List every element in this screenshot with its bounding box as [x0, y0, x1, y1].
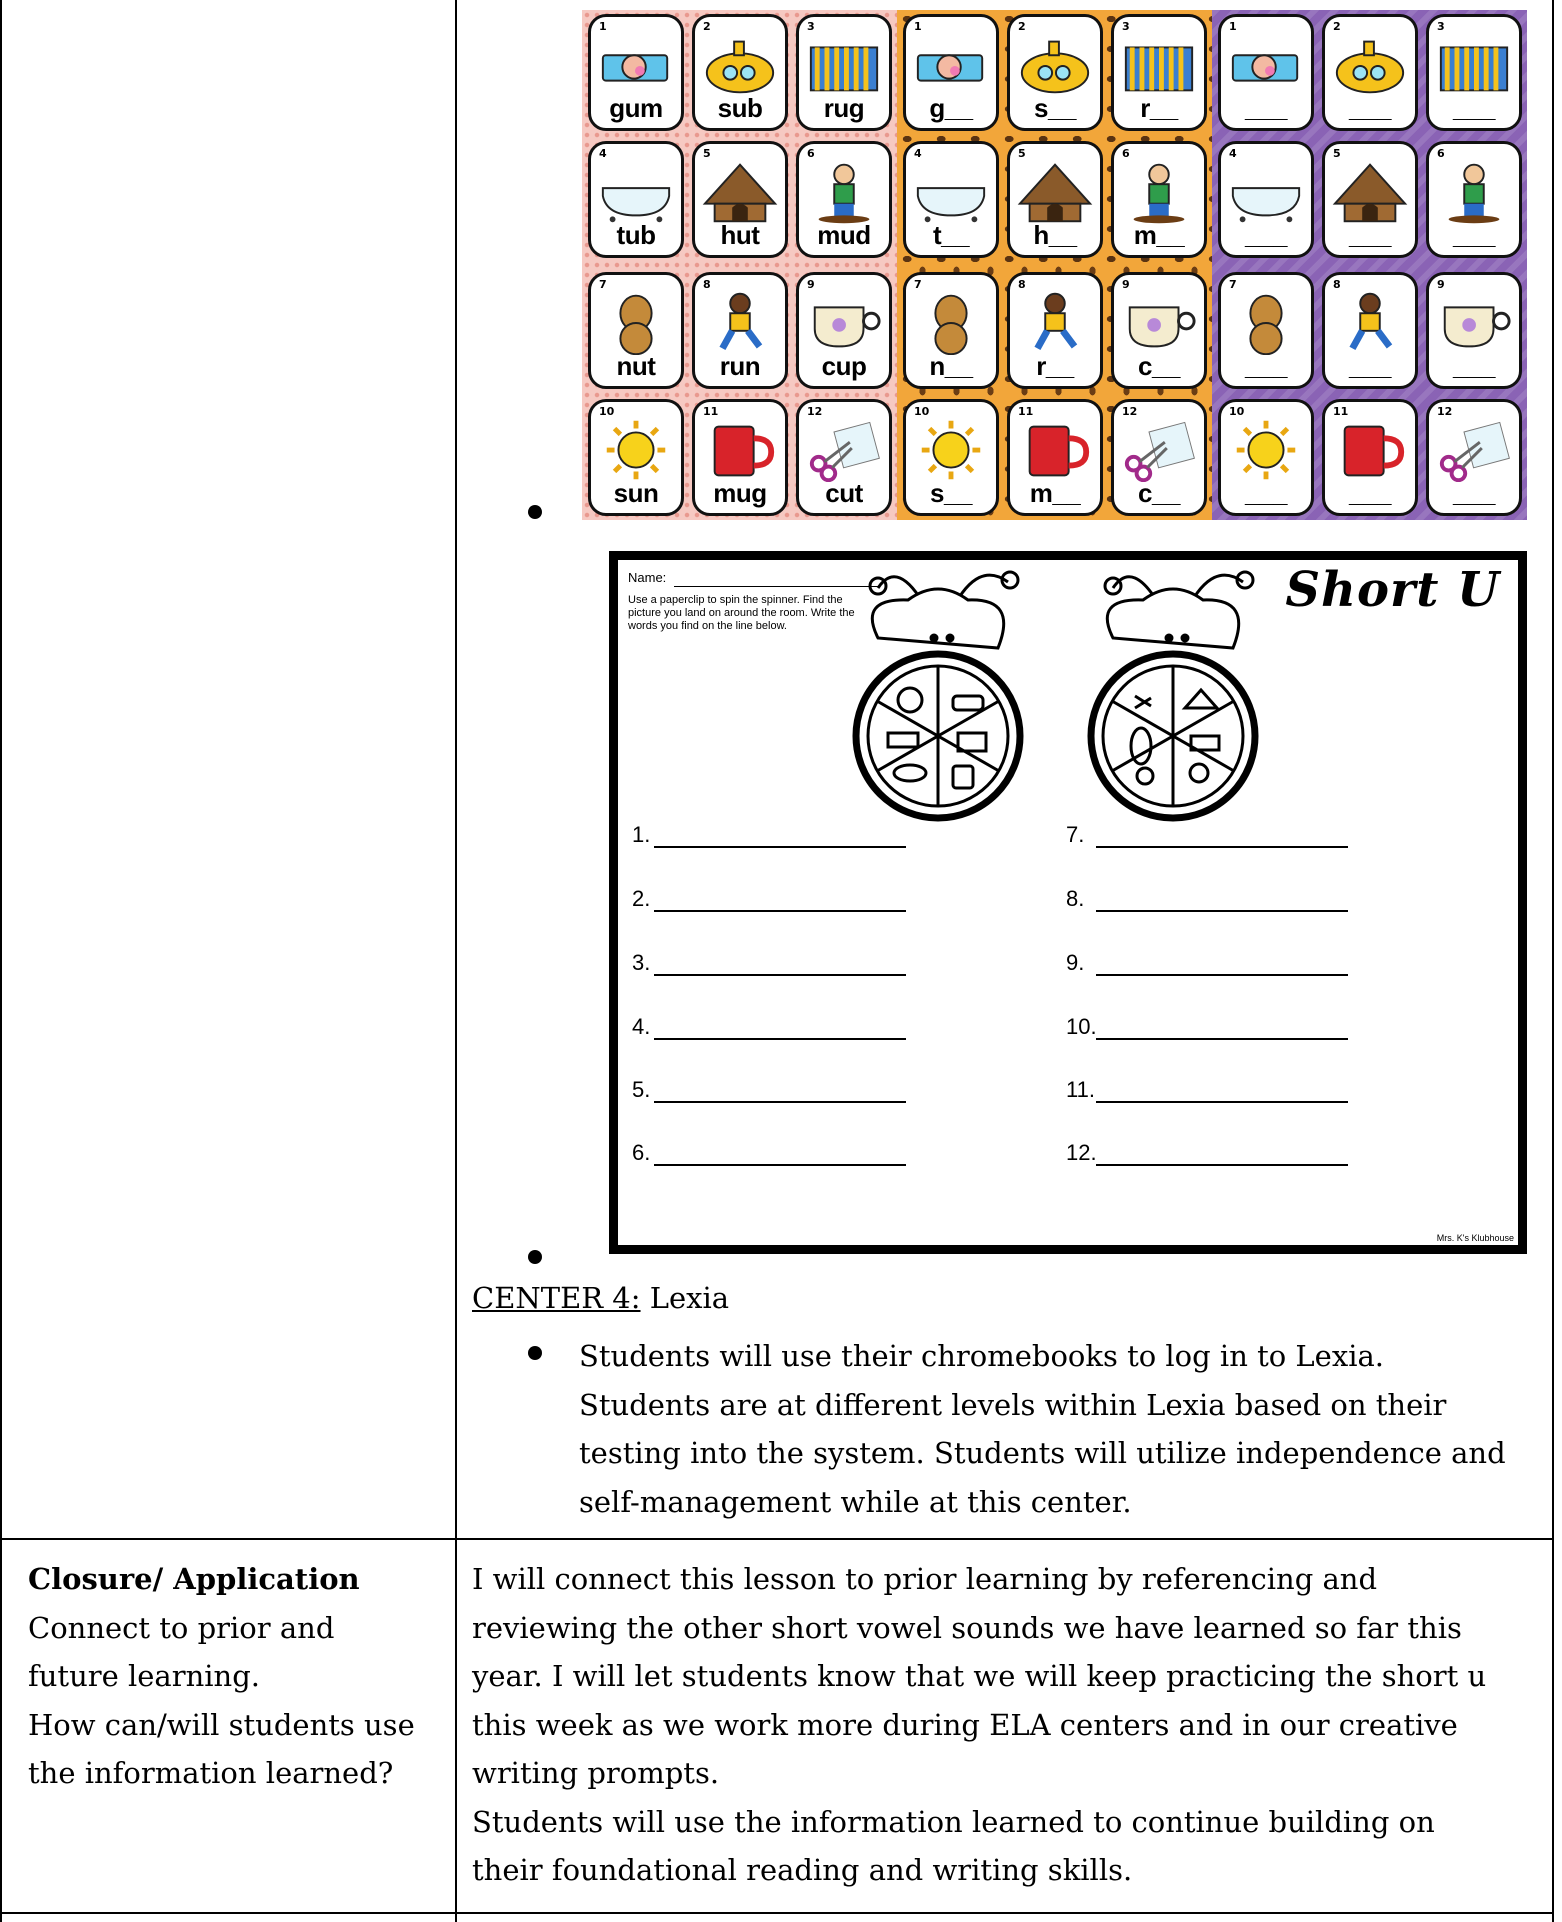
running-boy-icon: [701, 291, 779, 355]
closure-prompt-line: the information learned?: [28, 1756, 394, 1790]
card-number: 8: [703, 278, 711, 291]
mug-icon: [701, 418, 779, 482]
picture-card: [692, 14, 788, 131]
answer-line[interactable]: [654, 846, 906, 848]
card-number: 4: [914, 147, 922, 160]
card-number: 10: [1229, 405, 1245, 418]
peanut-icon: [597, 291, 675, 355]
table-right-border: [1552, 0, 1554, 1922]
card-number: 10: [599, 405, 615, 418]
card-word: ___: [1453, 478, 1495, 508]
picture-card: [1007, 399, 1103, 516]
worksheet-credit: Mrs. K's Klubhouse: [1436, 1233, 1514, 1243]
answer-line[interactable]: [1096, 1101, 1348, 1103]
row-divider: [0, 1538, 1554, 1540]
muddy-boy-icon: [805, 160, 883, 224]
closure-prompt-line: Connect to prior and: [28, 1610, 335, 1645]
card-number: 11: [703, 405, 719, 418]
card-word: m__: [1029, 478, 1081, 508]
answer-number: 6.: [632, 1140, 651, 1165]
picture-card: [903, 272, 999, 389]
picture-card: [1218, 272, 1314, 389]
card-number: 6: [1122, 147, 1130, 160]
card-number: 1: [599, 20, 607, 33]
card-word: s__: [1034, 93, 1076, 123]
picture-card: [1426, 272, 1522, 389]
closure-body-line: year. I will let students know that we will keep practicing the short u: [472, 1659, 1487, 1693]
card-word: cut: [825, 478, 863, 508]
card-word: mug: [713, 478, 767, 508]
picture-card: [1111, 272, 1207, 389]
closure-right-cell: [472, 1555, 1486, 1895]
card-number: 1: [1229, 20, 1237, 33]
card-word: ___: [1245, 351, 1287, 381]
picture-card: [796, 272, 892, 389]
hut-icon: [1016, 160, 1094, 224]
card-number: 7: [914, 278, 922, 291]
center4-description-line: Students will use their chromebooks to log in to Lexia.: [579, 1339, 1384, 1373]
card-word: ___: [1453, 351, 1495, 381]
card-word: hut: [720, 220, 760, 250]
gum-icon: [597, 33, 675, 97]
running-boy-icon: [1016, 291, 1094, 355]
card-word: ___: [1245, 220, 1287, 250]
card-number: 9: [807, 278, 815, 291]
picture-card: [1111, 14, 1207, 131]
answer-line[interactable]: [654, 974, 906, 976]
card-number: 5: [1333, 147, 1341, 160]
bathtub-icon: [912, 160, 990, 224]
sun-icon: [597, 418, 675, 482]
card-number: 11: [1333, 405, 1349, 418]
picture-card: [1322, 399, 1418, 516]
picture-card: [1007, 272, 1103, 389]
picture-card: [1322, 14, 1418, 131]
card-word: ___: [1349, 351, 1391, 381]
card-number: 4: [1229, 147, 1237, 160]
center4-heading: CENTER 4:: [472, 1281, 641, 1315]
closure-body-line: their foundational reading and writing skills.: [472, 1853, 1133, 1887]
card-word: tub: [616, 220, 656, 250]
answer-number: 3.: [632, 950, 651, 975]
picture-card: [1111, 141, 1207, 258]
card-number: 12: [1122, 405, 1138, 418]
card-word: ___: [1349, 220, 1391, 250]
card-number: 2: [1018, 20, 1026, 33]
picture-card: [588, 399, 684, 516]
answer-line[interactable]: [1096, 910, 1348, 912]
closure-body-line: this week as we work more during ELA centers and in our creative: [472, 1707, 1458, 1742]
closure-body-line: reviewing the other short vowel sounds we have learned so far this: [472, 1610, 1462, 1645]
closure-body-line: Students will use the information learned to continue building on: [472, 1804, 1435, 1839]
card-word: sun: [613, 478, 659, 508]
answer-number: 12.: [1066, 1140, 1097, 1165]
ladybug-spinner-right: [1091, 572, 1255, 818]
card-number: 5: [1018, 147, 1026, 160]
card-word: nut: [616, 351, 656, 381]
card-number: 12: [1437, 405, 1453, 418]
center4-description-line: testing into the system. Students will utilize independence and: [579, 1436, 1506, 1470]
card-word: c__: [1138, 478, 1180, 508]
closure-left-cell: [28, 1555, 415, 1798]
answer-line[interactable]: [654, 1101, 906, 1103]
card-word: mud: [817, 220, 871, 250]
picture-card: [1218, 141, 1314, 258]
card-number: 8: [1018, 278, 1026, 291]
submarine-icon: [1331, 33, 1409, 97]
card-number: 8: [1333, 278, 1341, 291]
picture-card: [1426, 141, 1522, 258]
closure-prompt-line: future learning.: [28, 1659, 260, 1693]
answer-line[interactable]: [1096, 1164, 1348, 1166]
worksheet-title: Short U: [1285, 562, 1500, 618]
rug-icon: [1120, 33, 1198, 97]
closure-body-line: I will connect this lesson to prior learning by referencing and: [472, 1562, 1378, 1596]
picture-card: [692, 399, 788, 516]
card-word: ___: [1245, 93, 1287, 123]
answer-line[interactable]: [654, 910, 906, 912]
answer-line[interactable]: [654, 1038, 906, 1040]
center4-description-line: self-management while at this center.: [579, 1484, 1132, 1519]
list-bullet: [528, 505, 542, 519]
ladybug-spinner-left: [856, 572, 1020, 818]
picture-card: [1007, 141, 1103, 258]
card-number: 2: [703, 20, 711, 33]
cup-icon: [805, 291, 883, 355]
short-u-worksheet: [609, 551, 1527, 1254]
picture-card: [588, 272, 684, 389]
muddy-boy-icon: [1435, 160, 1513, 224]
picture-card: [588, 14, 684, 131]
card-word: h__: [1033, 220, 1077, 250]
picture-card: [1007, 14, 1103, 131]
mug-icon: [1016, 418, 1094, 482]
card-word: c__: [1138, 351, 1180, 381]
card-word: ___: [1349, 478, 1391, 508]
bathtub-icon: [597, 160, 675, 224]
card-word: t__: [932, 220, 970, 250]
center4-description: [579, 1332, 1506, 1526]
submarine-icon: [701, 33, 779, 97]
card-word: r__: [1036, 351, 1074, 381]
card-number: 3: [807, 20, 815, 33]
card-word: r__: [1140, 93, 1178, 123]
picture-card: [1426, 399, 1522, 516]
answer-number: 7.: [1066, 822, 1085, 847]
answer-number: 1.: [632, 822, 651, 847]
card-word: ___: [1245, 478, 1287, 508]
peanut-icon: [1227, 291, 1305, 355]
answer-line[interactable]: [1096, 974, 1348, 976]
short-u-picture-cards: [582, 10, 1528, 520]
answer-number: 9.: [1066, 950, 1085, 975]
running-boy-icon: [1331, 291, 1409, 355]
picture-card: [903, 399, 999, 516]
card-number: 12: [807, 405, 823, 418]
picture-card: [588, 141, 684, 258]
picture-card: [796, 141, 892, 258]
cup-icon: [1120, 291, 1198, 355]
scissors-icon: [1120, 418, 1198, 482]
gum-icon: [1227, 33, 1305, 97]
card-word: ___: [1453, 220, 1495, 250]
hut-icon: [701, 160, 779, 224]
submarine-icon: [1016, 33, 1094, 97]
answer-number: 5.: [632, 1077, 651, 1102]
card-number: 9: [1437, 278, 1445, 291]
row-divider-bottom: [0, 1912, 1554, 1914]
answer-line[interactable]: [1096, 846, 1348, 848]
picture-card: [692, 141, 788, 258]
picture-card: [1322, 141, 1418, 258]
cup-icon: [1435, 291, 1513, 355]
sun-icon: [1227, 418, 1305, 482]
answer-number: 4.: [632, 1014, 651, 1039]
closure-heading: Closure/ Application: [28, 1562, 360, 1596]
card-number: 5: [703, 147, 711, 160]
card-number: 7: [599, 278, 607, 291]
card-number: 4: [599, 147, 607, 160]
card-word: ___: [1349, 93, 1391, 123]
scissors-icon: [1435, 418, 1513, 482]
answer-number: 2.: [632, 886, 651, 911]
card-number: 9: [1122, 278, 1130, 291]
card-number: 10: [914, 405, 930, 418]
card-number: 11: [1018, 405, 1034, 418]
card-word: m__: [1133, 220, 1185, 250]
worksheet-instructions: Use a paperclip to spin the spinner. Find the picture you land on around the room. Write the words you find on the line below.: [628, 594, 855, 632]
card-word: cup: [821, 351, 867, 381]
gum-icon: [912, 33, 990, 97]
muddy-boy-icon: [1120, 160, 1198, 224]
center4-line: [472, 1280, 729, 1316]
ladybug-spinners: [838, 568, 1298, 828]
card-number: 3: [1122, 20, 1130, 33]
card-number: 7: [1229, 278, 1237, 291]
mug-icon: [1331, 418, 1409, 482]
picture-card: [1322, 272, 1418, 389]
rug-icon: [805, 33, 883, 97]
picture-card: [1218, 399, 1314, 516]
card-word: gum: [609, 93, 663, 123]
peanut-icon: [912, 291, 990, 355]
card-number: 3: [1437, 20, 1445, 33]
list-bullet: [528, 1250, 542, 1264]
answer-number: 10.: [1066, 1014, 1097, 1039]
picture-card: [1426, 14, 1522, 131]
card-word: run: [719, 351, 761, 381]
card-word: n__: [929, 351, 973, 381]
answer-number: 11.: [1066, 1077, 1095, 1102]
card-number: 2: [1333, 20, 1341, 33]
card-number: 1: [914, 20, 922, 33]
sun-icon: [912, 418, 990, 482]
answer-line[interactable]: [1096, 1038, 1348, 1040]
table-column-divider: [455, 0, 457, 1922]
closure-body-line: writing prompts.: [472, 1756, 720, 1790]
center4-title: Lexia: [640, 1281, 730, 1315]
card-number: 6: [807, 147, 815, 160]
answer-line[interactable]: [654, 1164, 906, 1166]
card-word: rug: [823, 93, 865, 123]
closure-prompt-line: How can/will students use: [28, 1707, 415, 1742]
name-label: Name:: [628, 570, 667, 585]
scissors-icon: [805, 418, 883, 482]
card-number: 6: [1437, 147, 1445, 160]
picture-card: [1111, 399, 1207, 516]
rug-icon: [1435, 33, 1513, 97]
picture-card: [692, 272, 788, 389]
center4-description-line: Students are at different levels within Lexia based on their: [579, 1387, 1447, 1422]
list-bullet: [528, 1346, 542, 1360]
picture-card: [796, 14, 892, 131]
card-word: s__: [930, 478, 972, 508]
card-word: g__: [929, 93, 973, 123]
picture-card: [903, 141, 999, 258]
picture-card: [796, 399, 892, 516]
picture-card: [1218, 14, 1314, 131]
bathtub-icon: [1227, 160, 1305, 224]
table-left-border: [0, 0, 2, 1922]
card-word: sub: [717, 93, 763, 123]
card-word: ___: [1453, 93, 1495, 123]
answer-number: 8.: [1066, 886, 1085, 911]
picture-card: [903, 14, 999, 131]
hut-icon: [1331, 160, 1409, 224]
